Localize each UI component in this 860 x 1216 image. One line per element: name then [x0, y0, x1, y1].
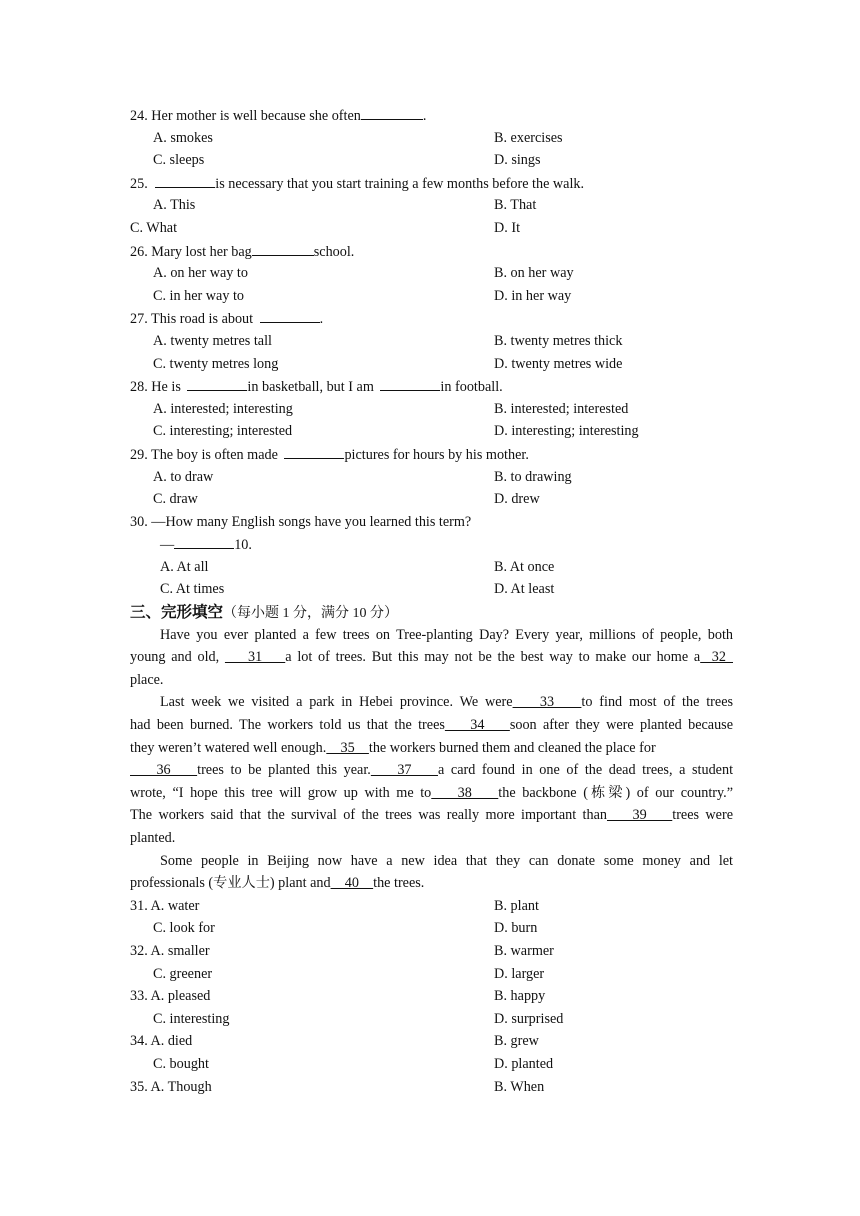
question-text: pictures for hours by his mother.	[344, 446, 529, 463]
option-c: C. At times	[160, 581, 225, 598]
cloze-option-row	[130, 940, 733, 963]
option-a	[130, 940, 210, 963]
option-row	[130, 398, 733, 421]
blank-36: 36	[130, 762, 198, 779]
question-30	[130, 511, 733, 534]
passage-text: The workers said that the survival of the trees was really more important than	[130, 807, 607, 824]
passage-line	[130, 782, 733, 805]
exam-page	[130, 104, 733, 1098]
blank-35: 35	[326, 739, 369, 756]
option-d: D. planted	[494, 1055, 554, 1072]
option-row	[130, 420, 733, 443]
passage-text: Last week we visited a park in Hebei province. We were	[160, 694, 513, 711]
passage-line	[130, 624, 733, 647]
option-b: B. twenty metres thick	[494, 332, 623, 349]
question-text: in basketball, but I am	[247, 379, 374, 396]
passage-line	[130, 714, 733, 737]
option-c: C. in her way to	[153, 287, 245, 304]
question-text: The boy is often made	[151, 446, 278, 463]
question-24	[130, 104, 733, 127]
option-d: D. larger	[494, 965, 545, 982]
passage-line	[130, 691, 733, 714]
option-row	[130, 488, 733, 511]
option-b: B. That	[494, 197, 537, 214]
passage-text: to find most of the trees	[581, 694, 734, 711]
option-row	[130, 127, 733, 150]
option-c: C. greener	[153, 965, 213, 982]
section-note: （每小题 1 分，满分 10 分）	[223, 606, 399, 622]
cloze-option-row	[130, 963, 733, 986]
option-row	[130, 556, 733, 579]
blank-31: 31	[224, 649, 286, 666]
option-d: D. drew	[494, 491, 540, 508]
option-d: D. sings	[494, 152, 541, 169]
passage-text: they weren’t watered well enough.	[130, 739, 327, 756]
passage-text: trees were	[672, 807, 733, 824]
question-28	[130, 375, 733, 398]
cloze-option-row	[130, 985, 733, 1008]
option-d: D. At least	[494, 581, 555, 598]
question-text: This road is about	[151, 311, 254, 328]
passage-text: had been burned. The workers told us that the trees	[130, 717, 445, 734]
option-d: D. It	[494, 219, 521, 236]
passage-text: place.	[130, 671, 164, 688]
passage-line	[130, 872, 733, 895]
question-number: 32.	[130, 942, 148, 959]
option-row	[130, 217, 733, 240]
question-number: 30.	[130, 513, 148, 530]
passage-line	[130, 737, 733, 760]
option-a: A. to draw	[153, 468, 214, 485]
passage-text: the trees.	[373, 875, 425, 892]
question-30-reply	[130, 533, 733, 556]
option-a: A. on her way to	[153, 265, 248, 282]
answer-blank	[155, 172, 215, 188]
question-number: 24.	[130, 108, 148, 124]
question-text: Mary lost her bag	[151, 243, 252, 260]
question-text: .	[422, 108, 427, 124]
option-c: C. look for	[153, 920, 215, 937]
passage-text: planted.	[130, 830, 176, 846]
question-text: school.	[313, 243, 355, 260]
cloze-option-row	[130, 1030, 733, 1053]
passage-line	[130, 827, 733, 850]
passage-text: trees to be planted this year.	[197, 762, 371, 779]
cloze-option-row	[130, 917, 733, 940]
answer-blank	[260, 307, 320, 323]
option-text: A. smaller	[150, 942, 210, 959]
option-a	[130, 985, 210, 1008]
option-b: B. interested; interested	[494, 400, 629, 417]
option-text: A. died	[150, 1033, 193, 1050]
cloze-option-row	[130, 1053, 733, 1076]
option-b: B. happy	[494, 988, 546, 1005]
section-heading	[130, 601, 733, 624]
passage-text: young and old,	[130, 649, 220, 666]
question-number: 35.	[130, 1078, 148, 1095]
option-c: C. bought	[153, 1055, 209, 1072]
question-text: —How many English songs have you learned this term?	[151, 513, 472, 530]
passage-line	[130, 850, 733, 873]
option-text: A. water	[150, 897, 200, 914]
option-b: B. on her way	[494, 265, 574, 282]
option-d: D. in her way	[494, 287, 572, 304]
option-c: C. twenty metres long	[153, 355, 279, 372]
option-d: D. interesting; interesting	[494, 423, 639, 440]
question-text: is necessary that you start training a few months before the walk.	[215, 175, 585, 192]
blank-34: 34	[444, 717, 510, 734]
answer-blank	[380, 375, 440, 391]
question-text: —	[160, 537, 175, 554]
blank-40: 40	[330, 875, 374, 892]
question-text: .	[319, 311, 324, 328]
passage-text: a card found in one of the dead trees, a student	[437, 762, 734, 779]
passage-text: the backbone (栋梁) of our country.”	[498, 784, 734, 801]
passage-line	[130, 759, 733, 782]
question-number: 26.	[130, 243, 148, 260]
question-number: 31.	[130, 897, 148, 914]
answer-blank	[174, 533, 234, 549]
passage-text: soon after they were planted because	[509, 717, 734, 734]
question-number: 33.	[130, 988, 148, 1005]
passage-line	[130, 669, 733, 692]
question-text: He is	[151, 379, 181, 396]
option-text: A. Though	[150, 1078, 212, 1095]
answer-blank	[187, 375, 247, 391]
cloze-option-row	[130, 1008, 733, 1031]
question-text: in football.	[440, 379, 503, 396]
option-b: B. exercises	[494, 129, 563, 146]
blank-33: 33	[512, 694, 582, 711]
passage-text: a lot of trees. But this may not be the best way to make our home a	[285, 649, 701, 666]
option-b: B. warmer	[494, 942, 554, 959]
passage-line	[130, 646, 733, 669]
option-row	[130, 149, 733, 172]
question-text: Her mother is well because she often	[151, 108, 361, 124]
question-number: 27.	[130, 311, 148, 328]
option-b: B. plant	[494, 897, 539, 914]
answer-blank	[252, 240, 314, 256]
option-row	[130, 262, 733, 285]
passage-text: Have you ever planted a few trees on Tree-planting Day? Every year, millions of people, both	[160, 626, 733, 643]
option-b: B. When	[494, 1078, 545, 1095]
passage-text: the workers burned them and cleaned the place for	[368, 739, 656, 756]
question-26	[130, 240, 733, 263]
blank-32: 32	[700, 649, 733, 666]
section-title: 三、完形填空	[130, 603, 224, 622]
option-a	[130, 1030, 192, 1053]
option-c: C. interesting	[153, 1010, 230, 1027]
option-d: D. surprised	[494, 1010, 564, 1027]
option-row	[130, 194, 733, 217]
option-a: A. At all	[160, 558, 209, 575]
answer-blank	[284, 443, 344, 459]
option-d: D. burn	[494, 920, 538, 937]
passage-line	[130, 804, 733, 827]
option-c: C. What	[130, 219, 178, 236]
option-b: B. grew	[494, 1033, 539, 1050]
option-row	[130, 466, 733, 489]
blank-37: 37	[370, 762, 438, 779]
option-a: A. interested; interesting	[153, 400, 293, 417]
option-b: B. At once	[494, 558, 555, 575]
option-b: B. to drawing	[494, 468, 572, 485]
question-number: 29.	[130, 446, 148, 463]
question-number: 34.	[130, 1033, 148, 1050]
option-a: A. smokes	[153, 129, 213, 146]
option-row	[130, 330, 733, 353]
passage-text: professionals (专业人士) plant and	[130, 875, 331, 892]
option-a: A. This	[153, 197, 196, 214]
passage-text: Some people in Beijing now have a new idea that they can donate some money and let	[160, 852, 733, 869]
cloze-option-row	[130, 895, 733, 918]
option-a: A. twenty metres tall	[153, 332, 272, 349]
cloze-option-row	[130, 1076, 733, 1099]
question-29	[130, 443, 733, 466]
question-27	[130, 307, 733, 330]
option-d: D. twenty metres wide	[494, 355, 623, 372]
option-c: C. interesting; interested	[153, 423, 293, 440]
cloze-passage	[130, 624, 733, 895]
option-row	[130, 285, 733, 308]
passage-text: wrote, “I hope this tree will grow up with me to	[130, 784, 432, 801]
blank-38: 38	[431, 784, 499, 801]
option-row	[130, 578, 733, 601]
option-a	[130, 895, 199, 918]
option-c: C. sleeps	[153, 152, 205, 169]
question-25	[130, 172, 733, 195]
answer-blank	[361, 104, 423, 120]
question-number: 25.	[130, 175, 148, 192]
option-c: C. draw	[153, 491, 198, 508]
option-a	[130, 1076, 212, 1099]
question-number: 28.	[130, 379, 148, 396]
blank-39: 39	[606, 807, 673, 824]
option-text: A. pleased	[150, 988, 211, 1005]
question-text: 10.	[234, 537, 252, 554]
option-row	[130, 353, 733, 376]
